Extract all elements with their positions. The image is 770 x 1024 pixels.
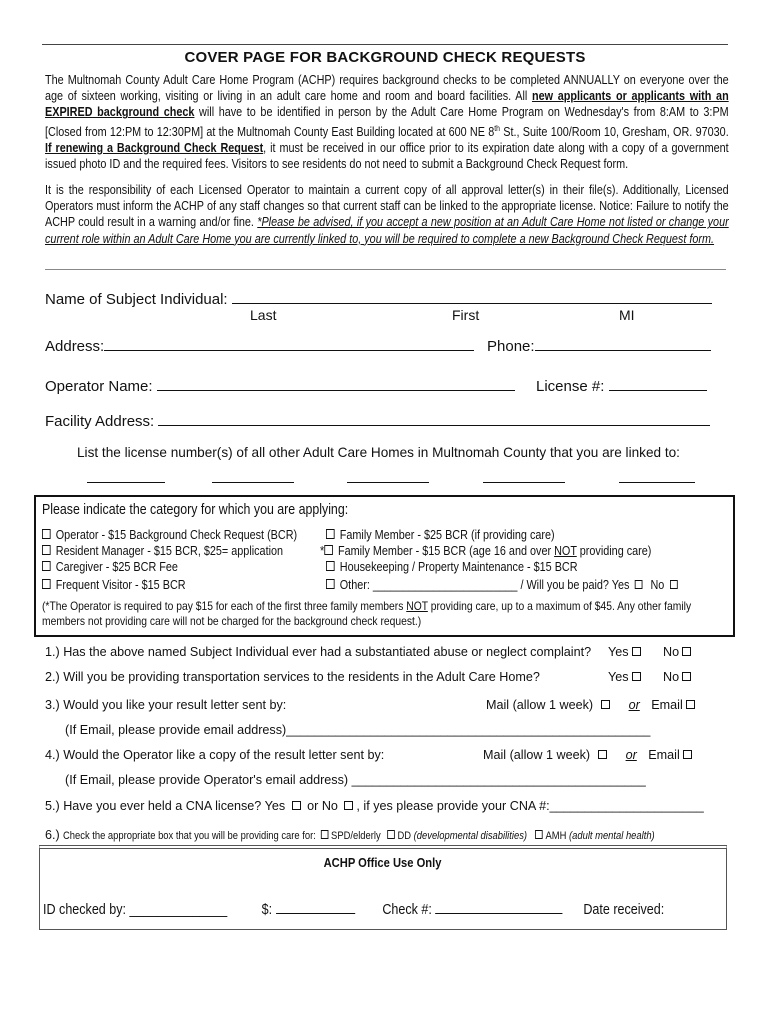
checkbox-icon[interactable] xyxy=(42,545,51,555)
middle-initial-caption: MI xyxy=(619,307,635,323)
checkbox-icon[interactable] xyxy=(326,579,335,589)
linked-license-input-3[interactable] xyxy=(347,468,429,483)
question-4-email-field[interactable]: (If Email, please provide Operator's email address) __________________________________________ xyxy=(65,773,646,787)
paid-no-checkbox-icon[interactable] xyxy=(670,580,678,589)
question-3-answers: Mail (allow 1 week) or Email xyxy=(486,698,698,712)
office-use-box xyxy=(39,845,727,930)
q3-email-checkbox-icon[interactable] xyxy=(686,700,695,709)
checkbox-icon[interactable] xyxy=(42,529,51,539)
intro-paragraph-1: The Multnomah County Adult Care Home Program (ACHP) requires background checks to be completed ANNUALLY on everyone over the age of sixteen working, visiting or living in an adult care home and room and board facilities. All new applicants or applicants with an EXPIRED background check will have to be identified in person by the Adult Care Home Program on Wednesday's from 8:AM to 3:PM [Closed from 12:PM to 12:30PM] at the Multnomah County East Building located at 600 NE 8th St., Suite 100/Room 10, Gresham, OR. 97030. If renewing a Background Check Request, it must be received in our office prior to its expiration date along with a copy of a government issued photo ID and the required fees. Visitors to see residents do not need to submit a Background Check Request form. xyxy=(45,73,729,172)
office-use-heading: ACHP Office Use Only xyxy=(324,855,442,870)
category-option-caregiver[interactable]: Caregiver - $25 BCR Fee xyxy=(42,560,297,578)
last-name-caption: Last xyxy=(250,307,277,323)
q4-email-checkbox-icon[interactable] xyxy=(683,750,692,759)
q4-mail-checkbox-icon[interactable] xyxy=(598,750,607,759)
category-option-operator[interactable]: Operator - $15 Background Check Request (BCR) xyxy=(42,528,297,544)
q5-yes-checkbox-icon[interactable] xyxy=(292,801,301,810)
category-option-family-not-providing[interactable]: * Family Member - $15 BCR (age 16 and over NOT providing care) xyxy=(320,544,652,558)
check-number-input[interactable] xyxy=(435,901,562,914)
operator-row xyxy=(45,376,515,395)
category-option-other[interactable]: Other: ________________________ / Will you be paid? Yes No xyxy=(326,578,680,594)
check-number-label: Check #: xyxy=(382,902,436,918)
phone-row xyxy=(487,336,711,355)
category-box xyxy=(34,495,735,637)
office-use-row xyxy=(43,901,765,918)
linked-license-input-4[interactable] xyxy=(483,468,565,483)
operator-name-input[interactable] xyxy=(157,376,515,391)
section-divider xyxy=(45,269,726,270)
subject-name-row xyxy=(45,289,712,308)
intro-paragraph-2: It is the responsibility of each Licensed Operator to maintain a current copy of all approval letter(s) in their file(s). Additionally, Licensed Operators must inform the ACHP of any staff changes so that current staff can be linked to the appropriate license. Notice: Failure to notify the ACHP could result in a warning and/or fine. *Please be advised, if you accept a new position at an Adult Care Home not listed or change your current role within an Adult Care Home you are currently linked to, you will be required to complete a new Background Check Request form. xyxy=(45,183,729,246)
facility-address-label: Facility Address: xyxy=(45,413,155,430)
category-option-resident-manager[interactable]: Resident Manager - $15 BCR, $25= application xyxy=(42,544,297,560)
checkbox-icon[interactable] xyxy=(42,579,51,589)
q6-dd-checkbox-icon[interactable] xyxy=(388,830,396,839)
question-3: 3.) Would you like your result letter sent by: xyxy=(45,698,287,712)
question-2-answers: Yes No xyxy=(608,670,694,684)
date-received-label: Date received: xyxy=(583,902,665,918)
address-label: Address: xyxy=(45,338,105,355)
facility-row xyxy=(45,411,710,430)
question-3-email-field[interactable]: (If Email, please provide email address)____________________________________________________ xyxy=(65,723,651,737)
category-left-column xyxy=(42,528,339,594)
license-label: License #: xyxy=(536,378,605,395)
category-option-housekeeping[interactable]: Housekeeping / Property Maintenance - $15 BCR xyxy=(326,560,680,578)
q5-no-checkbox-icon[interactable] xyxy=(344,801,353,810)
q3-mail-checkbox-icon[interactable] xyxy=(601,700,610,709)
new-applicants-emphasis: new applicants or applicants with an EXPIRED background check xyxy=(45,89,729,120)
q1-yes-checkbox-icon[interactable] xyxy=(632,647,641,656)
fee-input[interactable] xyxy=(276,901,355,914)
subject-name-input[interactable] xyxy=(232,289,712,304)
operator-name-label: Operator Name: xyxy=(45,378,153,395)
category-option-frequent-visitor[interactable]: Frequent Visitor - $15 BCR xyxy=(42,578,297,594)
question-1-answers: Yes No xyxy=(608,645,694,659)
question-4-answers: Mail (allow 1 week) or Email xyxy=(483,748,695,762)
renewal-emphasis: If renewing a Background Check Request xyxy=(45,141,264,155)
form-page xyxy=(42,44,729,918)
question-5: 5.) Have you ever held a CNA license? Yes or No , if yes please provide your CNA #:______________________ xyxy=(45,799,704,813)
question-4: 4.) Would the Operator like a copy of the result letter sent by: xyxy=(45,748,385,762)
subject-name-label: Name of Subject Individual: xyxy=(45,291,228,308)
phone-input[interactable] xyxy=(535,336,711,351)
question-2: 2.) Will you be providing transportation services to the residents in the Adult Care Home? xyxy=(45,670,540,684)
address-input[interactable] xyxy=(104,336,474,351)
checkbox-icon[interactable] xyxy=(42,561,51,571)
category-footnote: (*The Operator is required to pay $15 for each of the first three family members NOT providing care, up to a maximum of $45. Any other family members not providing care will not be charged for the background check request.) xyxy=(42,599,692,628)
linked-license-input-2[interactable] xyxy=(212,468,294,483)
category-option-family-providing[interactable]: Family Member - $25 BCR (if providing care) xyxy=(326,528,680,544)
phone-label: Phone: xyxy=(487,338,535,355)
q1-no-checkbox-icon[interactable] xyxy=(682,647,691,656)
id-checked-field[interactable]: ID checked by: ______________ xyxy=(43,902,228,918)
q2-no-checkbox-icon[interactable] xyxy=(682,672,691,681)
q6-amh-checkbox-icon[interactable] xyxy=(536,830,544,839)
question-6: 6.) Check the appropriate box that you will be providing care for: SPD/elderly DD (developmental disabilities) AMH (adult mental health) xyxy=(45,828,655,842)
license-input[interactable] xyxy=(609,376,707,391)
linked-license-input-5[interactable] xyxy=(619,468,695,483)
facility-address-input[interactable] xyxy=(158,411,710,426)
form-title: COVER PAGE FOR BACKGROUND CHECK REQUESTS xyxy=(42,44,728,69)
license-row xyxy=(536,376,707,395)
question-1: 1.) Has the above named Subject Individual ever had a substantiated abuse or neglect complaint? xyxy=(45,645,592,659)
linked-homes-instruction: List the license number(s) of all other Adult Care Homes in Multnomah County that you are linked to: xyxy=(77,445,680,460)
checkbox-icon[interactable] xyxy=(324,545,333,555)
first-name-caption: First xyxy=(452,307,480,323)
category-right-column xyxy=(320,528,738,594)
checkbox-icon[interactable] xyxy=(326,529,335,539)
linked-license-input-1[interactable] xyxy=(87,468,165,483)
q2-yes-checkbox-icon[interactable] xyxy=(632,672,641,681)
address-row xyxy=(45,336,474,355)
q6-spd-checkbox-icon[interactable] xyxy=(321,830,329,839)
checkbox-icon[interactable] xyxy=(326,561,335,571)
category-heading: Please indicate the category for which you are applying: xyxy=(42,502,349,518)
paid-yes-checkbox-icon[interactable] xyxy=(635,580,643,589)
advisory-notice: *Please be advised, if you accept a new position at an Adult Care Home not listed or change your current role within an Adult Care Home you are currently linked to, you will be required to complete a new Background Check Request form. xyxy=(45,215,729,246)
fee-label: $: xyxy=(261,902,276,918)
